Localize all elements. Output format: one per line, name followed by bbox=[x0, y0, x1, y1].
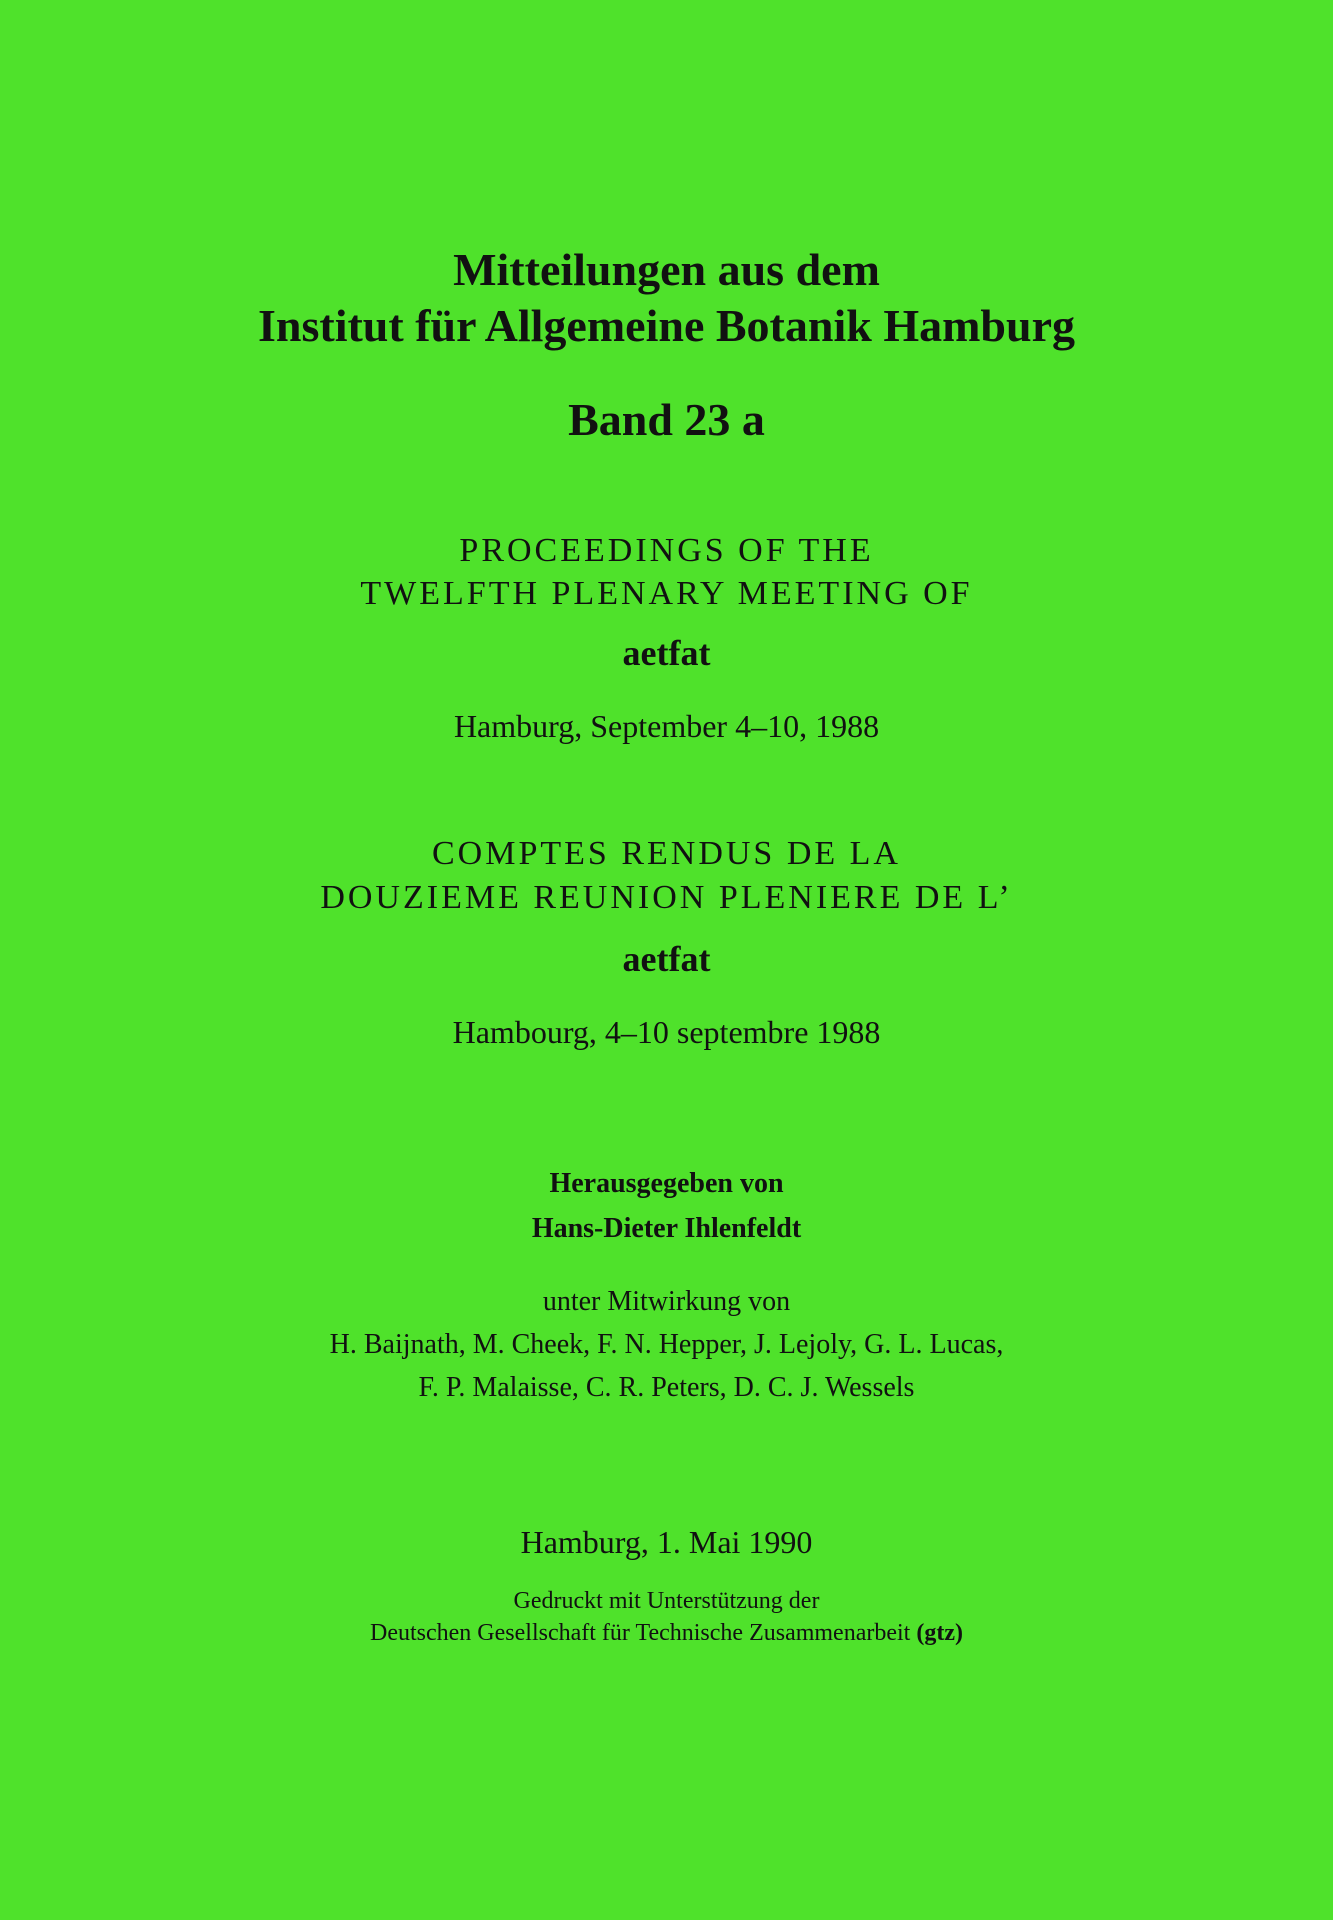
support-line2 bbox=[0, 1618, 1333, 1648]
collaborators-label: unter Mitwirkung von bbox=[542, 1286, 791, 1317]
english-place-date: Hamburg, September 4–10, 1988 bbox=[453, 708, 880, 744]
support-org-name: Deutschen Gesellschaft für Technische Zusammenarbeit bbox=[370, 1620, 911, 1646]
english-title-line2: TWELFTH PLENARY MEETING OF bbox=[360, 575, 973, 612]
french-title-line2: DOUZIEME REUNION PLENIERE DE L’ bbox=[320, 879, 1013, 916]
french-org-name: aetfat bbox=[622, 939, 711, 979]
collaborators-line2: F. P. Malaisse, C. R. Peters, D. C. J. Wessels bbox=[418, 1372, 915, 1403]
editor-label: Herausgegeben von bbox=[549, 1168, 784, 1199]
editor-name: Hans-Dieter Ihlenfeldt bbox=[531, 1213, 802, 1244]
imprint-place-date: Hamburg, 1. Mai 1990 bbox=[520, 1524, 813, 1560]
volume-number: Band 23 a bbox=[568, 394, 765, 445]
french-place-date: Hambourg, 4–10 septembre 1988 bbox=[452, 1014, 881, 1050]
series-title-line1: Mitteilungen aus dem bbox=[453, 244, 880, 295]
english-title-line1: PROCEEDINGS OF THE bbox=[459, 532, 874, 569]
support-org-abbr: (gtz) bbox=[916, 1620, 963, 1646]
collaborators-line1: H. Baijnath, M. Cheek, F. N. Hepper, J. Lejoly, G. L. Lucas, bbox=[329, 1329, 1004, 1360]
series-title-line2: Institut für Allgemeine Botanik Hamburg bbox=[258, 300, 1075, 351]
support-line1: Gedruckt mit Unterstützung der bbox=[513, 1588, 820, 1614]
english-org-name: aetfat bbox=[622, 633, 711, 673]
french-title-line1: COMPTES RENDUS DE LA bbox=[432, 835, 901, 872]
